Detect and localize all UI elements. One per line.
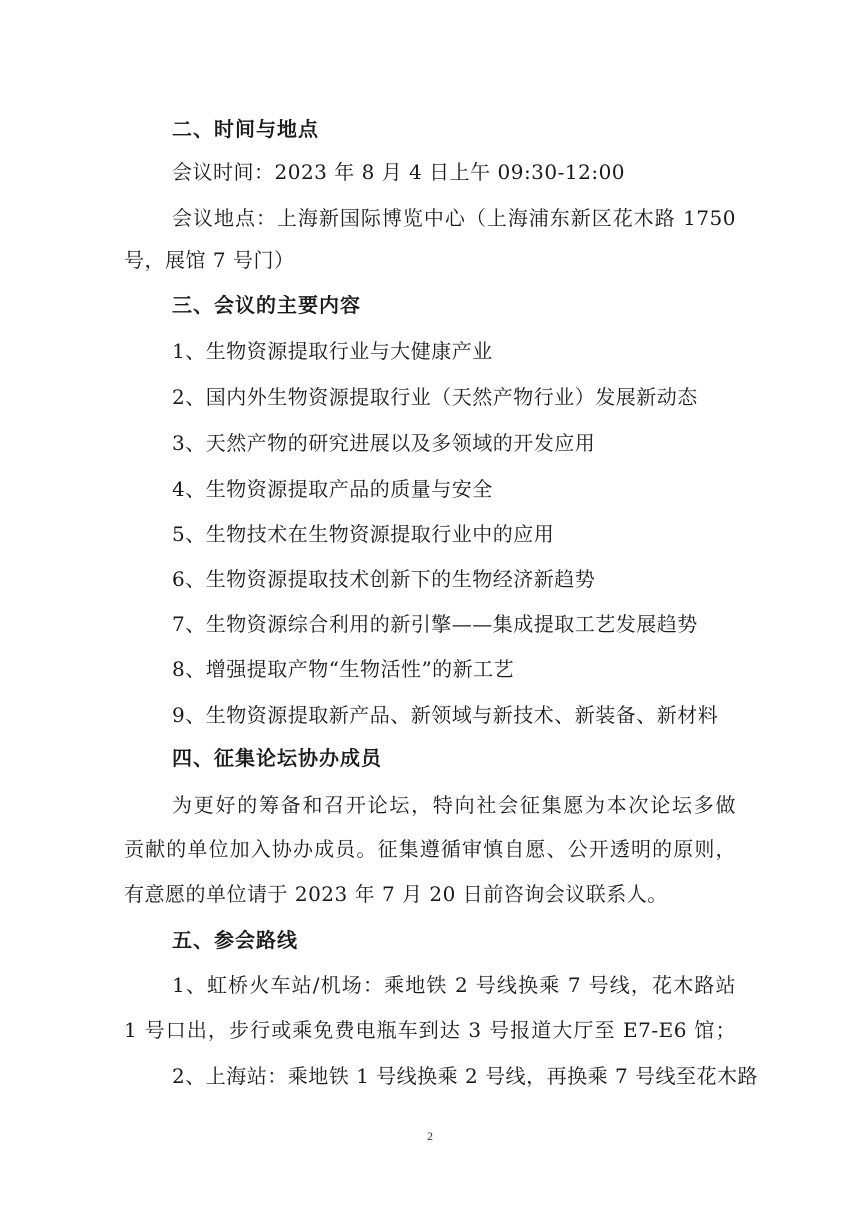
content-item: 2、国内外生物资源提取行业（天然产物行业）发展新动态 bbox=[172, 385, 698, 409]
content-item: 7、生物资源综合利用的新引擎——集成提取工艺发展趋势 bbox=[172, 612, 698, 636]
co-organizers-line3: 有意愿的单位请于 2023 年 7 月 20 日前咨询会议联系人。 bbox=[124, 882, 668, 906]
meeting-time: 会议时间：2023 年 8 月 4 日上午 09:30-12:00 bbox=[172, 160, 626, 184]
meeting-place-line1: 会议地点：上海新国际博览中心（上海浦东新区花木路 1750 bbox=[172, 206, 736, 230]
co-organizers-line1: 为更好的筹备和召开论坛，特向社会征集愿为本次论坛多做 bbox=[172, 793, 736, 817]
content-item: 1、生物资源提取行业与大健康产业 bbox=[172, 339, 493, 363]
route1-line1: 1、虹桥火车站/机场：乘地铁 2 号线换乘 7 号线，花木路站 bbox=[172, 973, 736, 997]
section-heading-content: 三、会议的主要内容 bbox=[172, 293, 361, 317]
content-item: 3、天然产物的研究进展以及多领域的开发应用 bbox=[172, 431, 596, 455]
content-item: 4、生物资源提取产品的质量与安全 bbox=[172, 477, 493, 501]
route2-line1: 2、上海站：乘地铁 1 号线换乘 2 号线，再换乘 7 号线至花木路 bbox=[172, 1064, 759, 1088]
section-heading-co-organizers: 四、征集论坛协办成员 bbox=[172, 746, 382, 770]
content-item: 9、生物资源提取新产品、新领域与新技术、新装备、新材料 bbox=[172, 703, 719, 727]
content-item: 8、增强提取产物“生物活性”的新工艺 bbox=[172, 657, 515, 681]
route1-line2: 1 号口出，步行或乘免费电瓶车到达 3 号报道大厅至 E7-E6 馆； bbox=[124, 1018, 736, 1042]
content-item: 6、生物资源提取技术创新下的生物经济新趋势 bbox=[172, 567, 596, 591]
section-heading-time-place: 二、时间与地点 bbox=[172, 117, 319, 141]
co-organizers-line2: 贡献的单位加入协办成员。征集遵循审慎自愿、公开透明的原则， bbox=[124, 837, 736, 861]
page-number: 2 bbox=[427, 1129, 433, 1143]
content-item: 5、生物技术在生物资源提取行业中的应用 bbox=[172, 522, 555, 546]
section-heading-routes: 五、参会路线 bbox=[172, 928, 298, 952]
meeting-place-line2: 号，展馆 7 号门） bbox=[124, 248, 295, 272]
